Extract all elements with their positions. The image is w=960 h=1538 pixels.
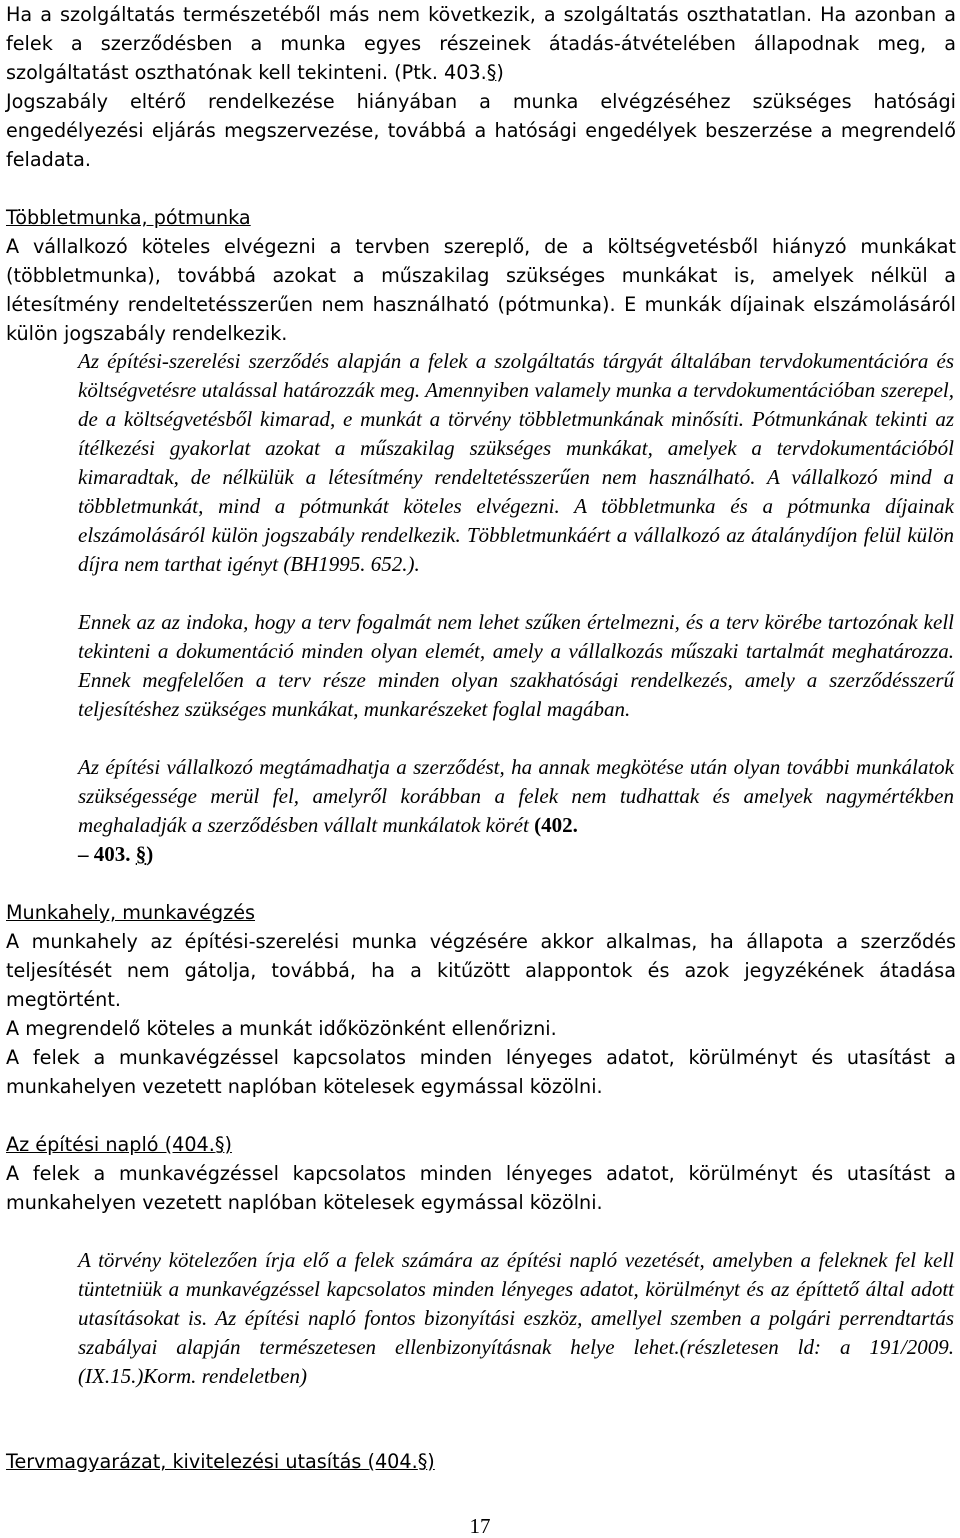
intro-paragraph-2: Jogszabály eltérő rendelkezése hiányában a munka elvégzéséhez szükséges hatósági engedélyezési eljárás megszervezése, továbbá a hatósági engedélyek beszerzése a megrendelő feladata. — [6, 90, 956, 171]
munkahely-paragraph-2: A megrendelő köteles a munkát időközönként ellenőrizni. — [6, 1017, 557, 1040]
paragraph-sign: § — [135, 842, 147, 866]
tobbletmunka-reference-line: – 403. §) — [78, 842, 154, 866]
section-heading-tervmagyarazat: Tervmagyarázat, kivitelezési utasítás (404.§) — [6, 1450, 435, 1473]
naplo-paragraph-1: A felek a munkavégzéssel kapcsolatos minden lényeges adatot, körülményt és utasítást a munkahelyen vezetett naplóban kötelesek egymással közölni. — [6, 1162, 956, 1214]
tobbletmunka-body: A vállalkozó köteles elvégezni a tervben szereplő, de a költségvetésből hiányzó munkákat (többletmunka), továbbá azokat a műszakilag szükséges munkákat is, amelyek nélkül a létesítmény rendeltetésszerűen nem használható (pótmunka). E munkák díjainak elszámolásáról külön jogszabály rendelkezik. — [6, 235, 956, 345]
page-number: 17 — [469, 1514, 491, 1538]
tobbletmunka-commentary-1: Az építési-szerelési szerződés alapján a felek a szolgáltatás tárgyát általában tervdokumentációra és költségvetésre utalással határozzák meg. Amennyiben valamely munka a tervdokumentációban szerepel, de a költségvetésből kimarad, e munkát a törvény többletmunkának minősíti. Pótmunkának tekinti az ítélkezési gyakorlat azokat a műszakilag szükséges munkákat, amelyek a tervdokumentációból kimaradtak, de nélkülük a létesítmény rendeltetésszerűen nem használható. A vállalkozó mind a többletmunkát, mind a pótmunkát köteles elvégezni. A többletmunka és a pótmunka díjainak elszámolásáról külön jogszabály rendelkezik. Többletmunkáért a vállalkozó az átalánydíjon felül külön díjra nem tarthat igényt (BH1995. 652.). — [78, 349, 954, 576]
intro-paragraph-1: Ha a szolgáltatás természetéből más nem következik, a szolgáltatás oszthatatlan. Ha azonban a felek a szerződésben a munka egyes részeinek átadás-átvételében állapodnak meg, a szolgáltatást oszthatónak kell tekinteni. (Ptk. 403.§) — [6, 3, 956, 84]
tobbletmunka-commentary-2: Ennek az az indoka, hogy a terv fogalmát nem lehet szűken értelmezni, és a terv körébe tartozónak kell tekinteni a dokumentáció minden olyan elemét, amely a vállalkozás műszaki tartalmát meghatározza. Ennek megfelelően a terv része minden olyan szakhatósági rendelkezés, amely a szerződésszerű teljesítéshez szükséges munkákat, munkarészeket foglal magában. — [78, 610, 954, 721]
section-heading-tobbletmunka: Többletmunka, pótmunka — [6, 206, 251, 229]
munkahely-paragraph-3: A felek a munkavégzéssel kapcsolatos minden lényeges adatot, körülményt és utasítást a munkahelyen vezetett naplóban kötelesek egymással közölni. — [6, 1046, 956, 1098]
section-heading-epitesi-naplo: Az építési napló (404.§) — [6, 1133, 232, 1156]
paragraph-sign: § — [486, 61, 497, 84]
legal-reference: (402. — [534, 813, 578, 837]
section-heading-munkahely: Munkahely, munkavégzés — [6, 901, 256, 924]
tobbletmunka-commentary-3: Az építési vállalkozó megtámadhatja a szerződést, ha annak megkötése után olyan további munkálatok szükségessége merül fel, amelyről korábban a felek nem tudhattak és amelyek nagymértékben meghaladják a szerződésben vállalt munkálatok körét (402. — [78, 755, 954, 837]
munkahely-paragraph-1: A munkahely az építési-szerelési munka végzésére akkor alkalmas, ha állapota a szerződés teljesítését nem gátolja, továbbá, ha a kitűzött alappontok és azok jegyzékének átadása megtörtént. — [6, 930, 956, 1011]
naplo-commentary: A törvény kötelezően írja elő a felek számára az építési napló vezetését, amelyben a feleknek fel kell tüntetniük a munkavégzéssel kapcsolatos minden lényeges adatot, körülményt és az építtető által adott utasításokat is. Az építési napló fontos bizonyítási eszköz, amellyel szemben a polgári perrendtartás szabályai alapján természetesen ellenbizonyításnak helye lehet.(részletesen ld: a 191/2009.(IX.15.)Korm. rendeletben) — [78, 1248, 954, 1388]
